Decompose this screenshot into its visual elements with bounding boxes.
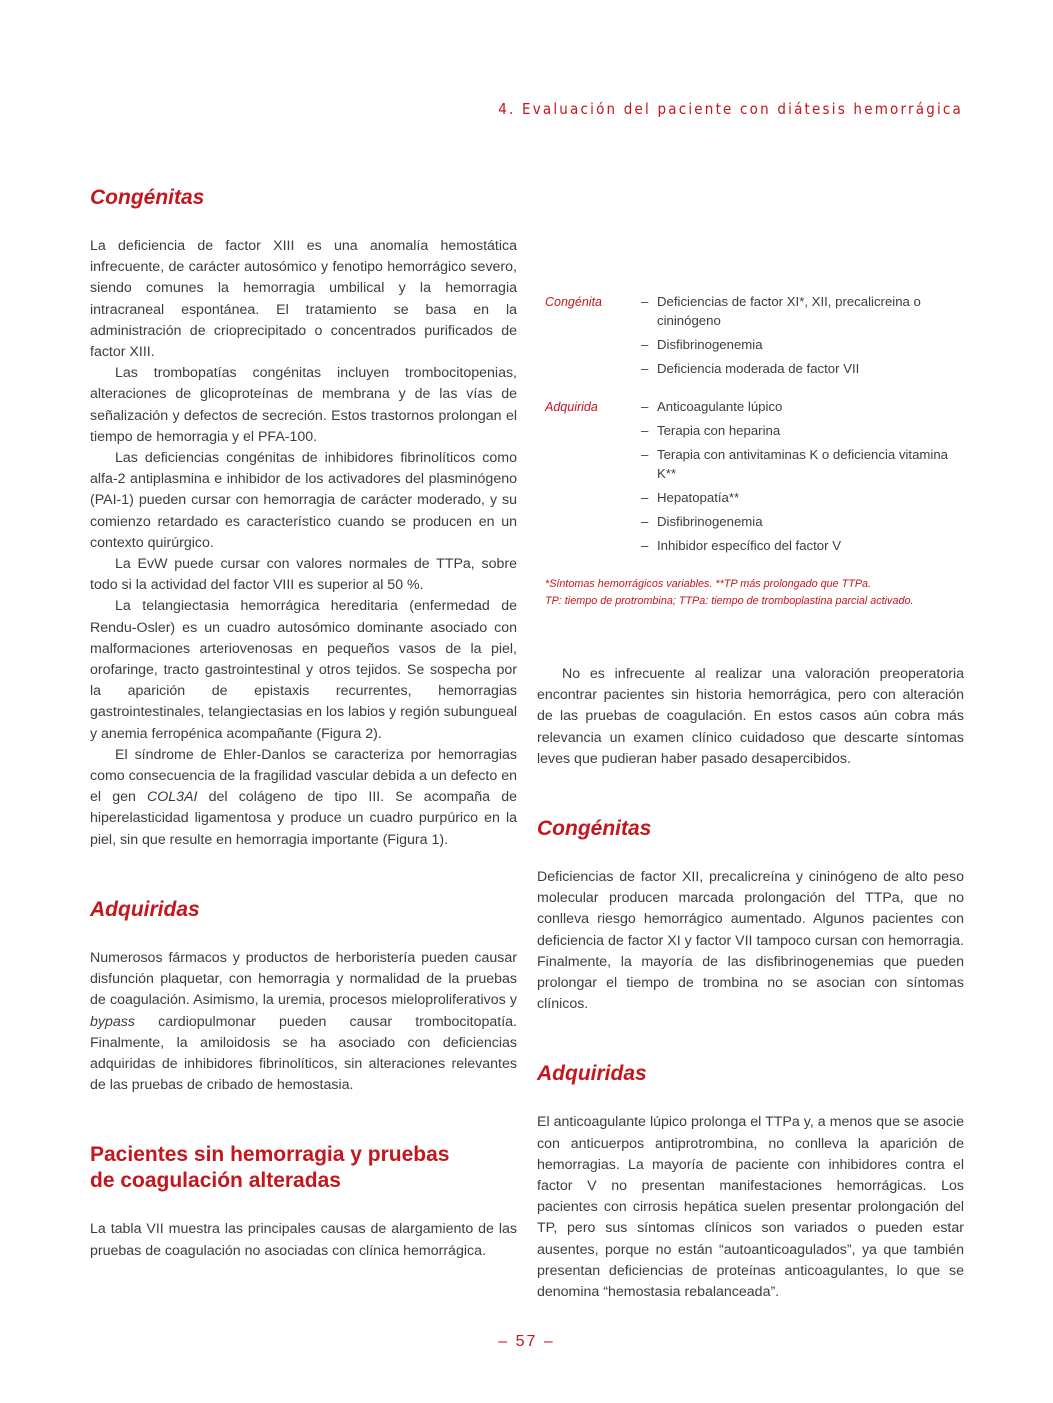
gene-name: COL3AI bbox=[147, 789, 198, 806]
text-run: Numerosos fármacos y productos de herboristería pueden causar disfunción plaquetar, con hemorragia y normalidad de la pruebas de coagulación. Asimismo, la uremia, procesos mieloproliferativos y bbox=[90, 949, 517, 1009]
table-item bbox=[641, 421, 965, 440]
item-text: Terapia con heparina bbox=[657, 423, 781, 438]
table-item bbox=[641, 397, 965, 416]
table-items bbox=[641, 397, 965, 560]
item-text: Anticoagulante lúpico bbox=[657, 399, 783, 414]
dash-bullet: – bbox=[641, 361, 649, 376]
paragraph bbox=[90, 745, 517, 851]
item-text: Deficiencia moderada de factor VII bbox=[657, 361, 860, 376]
paragraph: No es infrecuente al realizar una valoración preoperatoria encontrar pacientes sin historia hemorrágica, pero con alteración de las pruebas de coagulación. En estos casos aún cobra más relevancia un examen clínico cuidadoso que descarte síntomas leves que pudieran haber pasado desapercibidos. bbox=[537, 666, 964, 767]
title-line: Pacientes sin hemorragia y pruebas bbox=[90, 1143, 450, 1167]
section-title-pacientes bbox=[90, 1142, 517, 1194]
dash-bullet: – bbox=[641, 447, 649, 462]
paragraph: Las trombopatías congénitas incluyen trombocitopenias, alteraciones de glicoproteínas de membrana y de las vías de señalización y defectos de secreción. Estos trastornos prolongan el tiempo de hemorragia y el PFA-100. bbox=[90, 365, 517, 445]
text-run: cardiopulmonar pueden causar trombocitopatía. Finalmente, la amiloidosis se ha asociado con deficiencias adquiridas de inhibidores fibrinolíticos, sin alteraciones relevantes de las pruebas de cribado de hemostasia. bbox=[90, 1013, 517, 1094]
table-item bbox=[641, 488, 965, 507]
section-title-congenitas: Congénitas bbox=[537, 817, 652, 841]
table-footnote: TP: tiempo de protrombina; TTPa: tiempo de tromboplastina parcial activado. bbox=[545, 595, 914, 607]
emphasis: bypass bbox=[90, 1013, 135, 1030]
paragraph: El anticoagulante lúpico prolonga el TTPa y, a menos que se asocie con anticuerpos antiprotrombina, no conlleva la aparición de hemorragias. La mayoría de paciente con inhibidores contra el factor V no presentan manifestaciones hemorrágicas. Los pacientes con cirrosis hepática suelen presentar prolongación del TP, pero sus síntomas clínicos son variados o pueden estar ausentes, porque no están “autoanticoagulados”, ya que también presentan deficiencias de proteínas anticoagulantes, lo que se denomina “hemostasia rebalanceada”. bbox=[537, 1114, 964, 1301]
dash-bullet: – bbox=[641, 514, 649, 529]
item-text: Hepatopatía** bbox=[657, 490, 740, 505]
table-group-adquirida bbox=[545, 397, 965, 560]
table-footnote: *Síntomas hemorrágicos variables. **TP más prolongado que TTPa. bbox=[545, 578, 872, 590]
item-text: Disfibrinogenemia bbox=[657, 514, 763, 529]
paragraph: La tabla VII muestra las principales causas de alargamiento de las pruebas de coagulación no asociadas con clínica hemorrágica. bbox=[90, 1221, 517, 1259]
text-run: del colágeno de tipo III. Se acompaña de hiperelasticidad ligamentosa y produce un cuadro purpúrico en la piel, sin que resulte en hemorragia importante (Figura 1). bbox=[90, 789, 517, 848]
title-line: de coagulación alteradas bbox=[90, 1169, 341, 1193]
dash-bullet: – bbox=[641, 399, 649, 414]
dash-bullet: – bbox=[641, 337, 649, 352]
paragraph bbox=[90, 948, 517, 1096]
causes-table bbox=[545, 292, 965, 610]
item-text: Inhibidor específico del factor V bbox=[657, 538, 841, 553]
table-item bbox=[641, 512, 965, 531]
dash-bullet: – bbox=[641, 538, 649, 553]
page-number: – 57 – bbox=[498, 1333, 555, 1350]
paragraph: La deficiencia de factor XIII es una anomalía hemostática infrecuente, de carácter autosómico y fenotipo hemorrágico severo, siendo comunes la hemorragia umbilical y la hemorragia intracraneal espontánea. El tratamiento se basa en la administración de crioprecipitado o concentrados purificados de factor XIII. bbox=[90, 238, 517, 361]
dash-bullet: – bbox=[641, 423, 649, 438]
left-column bbox=[90, 185, 517, 1262]
item-text: Terapia con antivitaminas K o deficiencia vitamina K** bbox=[657, 447, 949, 481]
table-item bbox=[641, 335, 965, 354]
item-text: Disfibrinogenemia bbox=[657, 337, 763, 352]
section-title-adquiridas: Adquiridas bbox=[537, 1062, 647, 1086]
section-title-adquiridas: Adquiridas bbox=[90, 897, 200, 921]
table-group-congenita bbox=[545, 292, 965, 383]
paragraph: La EvW puede cursar con valores normales de TTPa, sobre todo si la actividad del factor VIII es superior al 50 %. bbox=[90, 556, 517, 594]
paragraph: Deficiencias de factor XII, precalicreína y cininógeno de alto peso molecular producen marcada prolongación del TTPa, que no conlleva riesgo hemorrágico aumentado. Algunos pacientes con deficiencia de factor XI y factor VII tampoco cursan con hemorragia. Finalmente, la mayoría de las disfibrinogenemias que pueden prolongar el tiempo de trombina no se asocian con síntomas clínicos. bbox=[537, 869, 964, 1013]
table-category: Adquirida bbox=[545, 400, 598, 414]
table-item bbox=[641, 359, 965, 378]
section-title-congenitas: Congénitas bbox=[90, 186, 205, 209]
dash-bullet: – bbox=[641, 490, 649, 505]
item-text: Deficiencias de factor XI*, XII, precalicreina o cininógeno bbox=[657, 294, 921, 328]
table-item bbox=[641, 292, 965, 330]
table-items bbox=[641, 292, 965, 383]
running-header: 4. Evaluación del paciente con diátesis hemorrágica bbox=[498, 100, 963, 118]
table-category: Congénita bbox=[545, 295, 602, 309]
right-column bbox=[537, 664, 964, 1303]
table-item bbox=[641, 536, 965, 555]
text-run: El síndrome de Ehler-Danlos se caracteriza por hemorragias como consecuencia de la fragilidad vascular debida a un defecto en el gen bbox=[90, 746, 517, 806]
table-item bbox=[641, 445, 965, 483]
paragraph: La telangiectasia hemorrágica hereditaria (enfermedad de Rendu-Osler) es un cuadro autosómico dominante asociado con malformaciones arteriovenosas en pequeños vasos de la piel, orofaringe, tracto gastrointestinal y otros tejidos. Se sospecha por la aparición de epistaxis recurrentes, hemorragias gastrointestinales, telangiectasias en los labios y región subungueal y anemia ferropénica acompañante (Figura 2). bbox=[90, 598, 517, 742]
paragraph: Las deficiencias congénitas de inhibidores fibrinolíticos como alfa-2 antiplasmina e inhibidor de los activadores del plasminógeno (PAI-1) pueden cursar con hemorragia de carácter moderado, y su comienzo retardado es característico cuando se producen en un contexto quirúrgico. bbox=[90, 450, 517, 551]
dash-bullet: – bbox=[641, 294, 649, 309]
